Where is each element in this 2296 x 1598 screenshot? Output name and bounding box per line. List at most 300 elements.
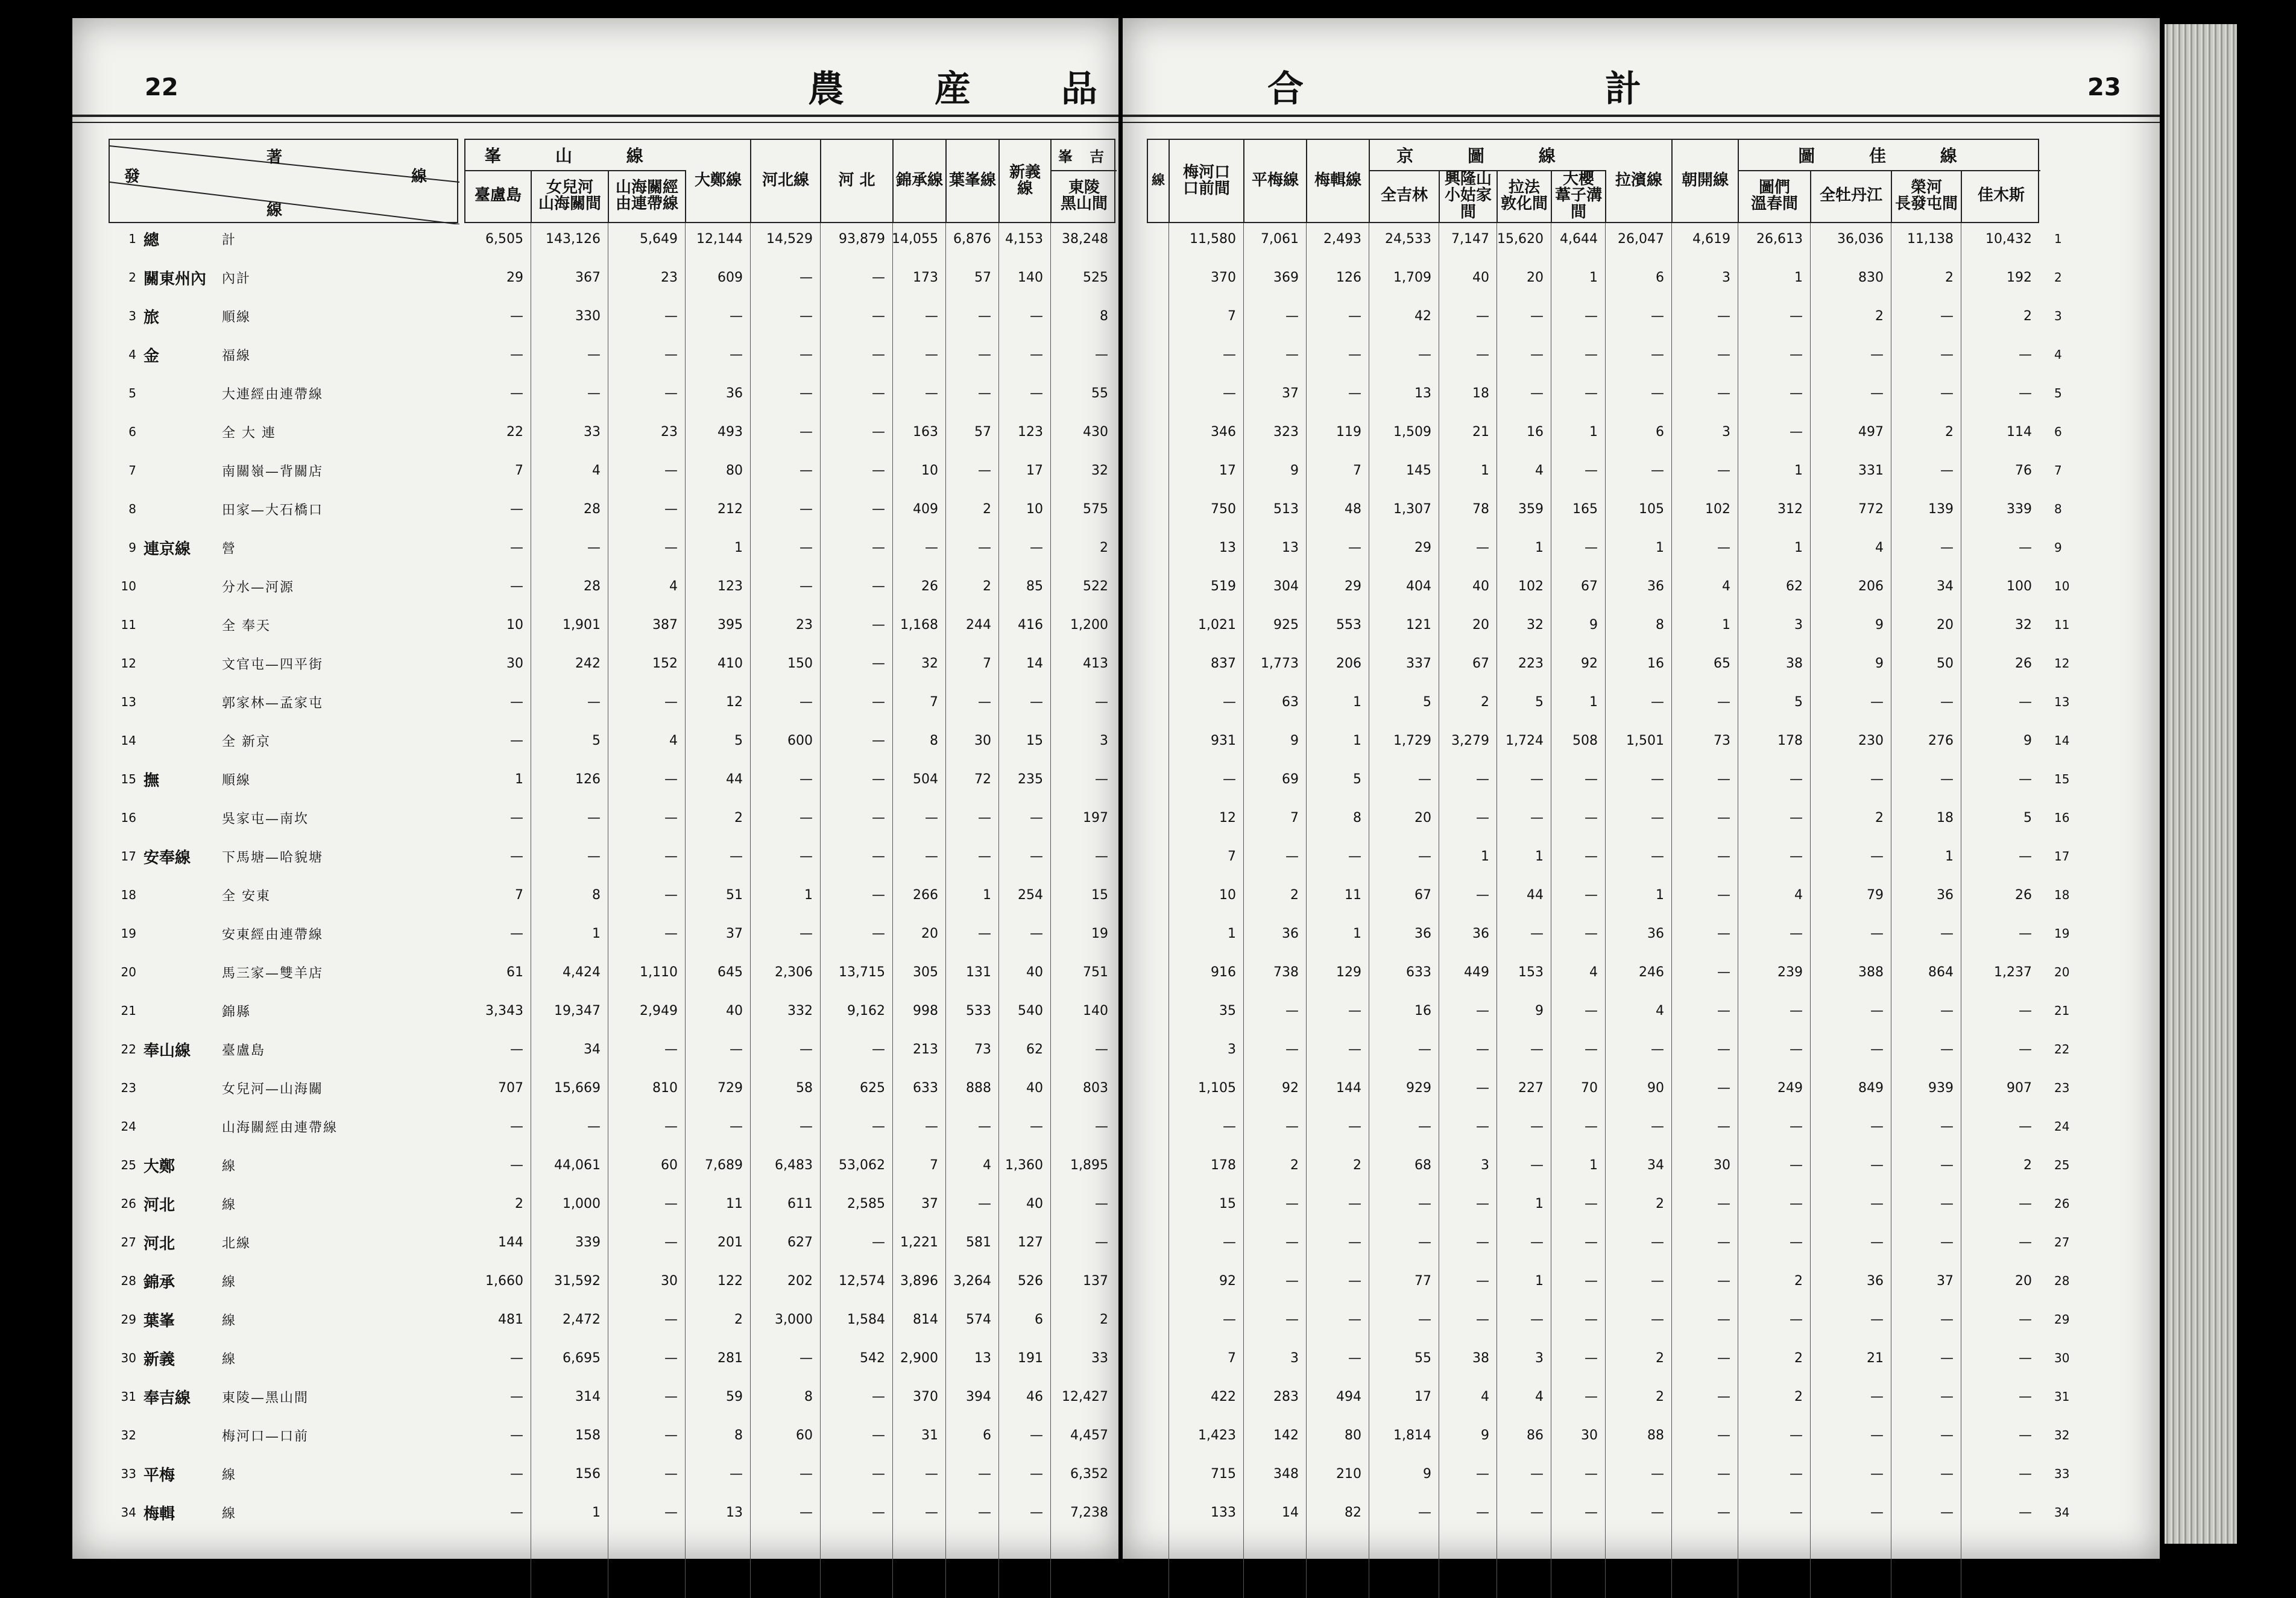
table-cell: 600 [787,733,813,748]
row-number: 14 [121,733,136,748]
row-label [109,499,458,519]
table-cell: 7 [1228,308,1236,324]
table-cell: 28 [584,501,601,517]
row-group: 河北 [144,1196,175,1214]
table-cell: — [2019,694,2032,710]
table-cell: — [872,655,885,671]
table-cell: 4 [983,1157,991,1173]
table-cell: 849 [1858,1080,1884,1096]
table-cell: 395 [718,617,743,633]
table-cell: — [872,1427,885,1443]
table-cell: — [1476,347,1489,362]
table-cell: 1 [1353,733,1361,748]
row-number: 13 [121,695,136,709]
table-cell: 17 [1026,463,1043,478]
table-cell: — [1348,1312,1361,1327]
table-cell: 1 [1353,926,1361,941]
table-cell: 416 [1018,617,1043,633]
table-cell: — [872,848,885,864]
table-cell: — [800,501,813,517]
table-cell: — [1030,848,1043,864]
row-group: 錦承 [144,1273,175,1292]
row-title: 臺盧島 [222,1043,266,1058]
table-cell: — [1530,771,1544,787]
right-row-number: 9 [2054,540,2062,555]
row-title: 計 [222,232,237,248]
table-cell: 65 [1714,655,1730,671]
table-cell: 40 [1026,964,1043,980]
table-cell: 249 [1777,1080,1803,1096]
table-cell: — [1870,347,1884,362]
table-cell: 4,457 [1070,1427,1108,1443]
table-cell: 14 [1282,1505,1299,1520]
table-cell: — [978,810,991,826]
table-cell: — [664,848,678,864]
table-cell: 9 [1589,617,1598,633]
table-cell: 36 [1414,926,1431,941]
table-cell: 1 [1535,1273,1544,1289]
table-cell: — [1651,1273,1664,1289]
table-cell: — [1285,1196,1299,1211]
table-cell: — [1030,385,1043,401]
table-cell: 144 [498,1234,523,1250]
table-cell: 121 [1406,617,1431,633]
table-cell: 2,900 [900,1350,938,1366]
table-cell: — [1870,385,1884,401]
table-cell: — [1030,540,1043,555]
table-cell: — [1870,1003,1884,1018]
row-title: 線 [222,1467,237,1483]
table-cell: 32 [2015,617,2032,633]
table-cell: 409 [913,501,938,517]
table-cell: — [872,385,885,401]
stub-bottom-label: 線 [266,201,283,219]
table-cell: — [978,1196,991,1211]
table-cell: — [1418,347,1431,362]
row-title: 線 [222,1274,237,1290]
table-cell: — [1095,1119,1108,1134]
table-cell: — [1717,347,1730,362]
table-cell: 939 [1928,1080,1954,1096]
table-cell: — [2019,347,2032,362]
right-row-number: 18 [2054,888,2070,902]
table-cell: 1 [1589,694,1598,710]
table-cell: — [800,424,813,440]
row-number: 26 [121,1196,136,1211]
table-cell: 19 [1091,926,1108,941]
title-char-5: 計 [1605,68,1641,110]
table-cell: 63 [1282,694,1299,710]
table-cell: — [1870,1389,1884,1404]
table-cell: 2 [1100,1312,1108,1327]
table-cell: 33 [1091,1350,1108,1366]
col-header-R3: 梅輯線 [1307,140,1370,222]
table-cell: 6,352 [1070,1466,1108,1482]
right-row-number: 3 [2054,309,2062,323]
table-cell: — [1790,1312,1803,1327]
table-cell: — [1476,1234,1489,1250]
table-cell: — [800,540,813,555]
row-title: 吳家屯—南坎 [222,811,309,827]
table-cell: 1 [1945,848,1954,864]
right-row-number: 31 [2054,1389,2070,1404]
table-cell: 574 [966,1312,991,1327]
table-cell: 533 [966,1003,991,1018]
row-title: 全 新京 [222,734,271,750]
table-cell: 67 [1581,578,1598,594]
table-cell: 20 [1527,270,1544,285]
table-cell: 4,153 [1005,231,1043,247]
table-cell: — [1223,1119,1236,1134]
table-cell: — [1476,1196,1489,1211]
table-cell: — [1870,1505,1884,1520]
col-header-L2: 女兒河 山海關間 [532,170,609,222]
table-cell: 715 [1211,1466,1236,1482]
table-cell: 73 [974,1041,991,1057]
table-cell: — [1476,1080,1489,1096]
table-cell: 7 [983,655,991,671]
table-cell: — [510,540,523,555]
table-cell: 13 [1219,540,1236,555]
table-cell: 31 [921,1427,938,1443]
row-label [109,1117,458,1136]
table-cell: 1,901 [563,617,601,633]
table-cell: — [872,617,885,633]
table-cell: 10,432 [1985,231,2032,247]
row-number: 7 [128,463,136,478]
right-row-number: 7 [2054,463,2062,478]
table-cell: 62 [1786,578,1803,594]
title-char-1: 農 [808,68,844,110]
table-cell: — [1030,1466,1043,1482]
row-number: 4 [128,347,136,362]
table-cell: — [1476,1119,1489,1134]
row-label [109,422,458,441]
table-cell: — [664,463,678,478]
table-cell: 55 [1091,385,1108,401]
table-cell: — [1476,540,1489,555]
row-number: 12 [121,656,136,671]
table-cell: 2 [1875,308,1884,324]
col-header-L1: 臺盧島 [465,170,532,222]
table-cell: 7 [515,463,523,478]
table-cell: — [1790,1003,1803,1018]
table-cell: — [1790,308,1803,324]
row-label [109,1001,458,1020]
table-cell: — [872,463,885,478]
table-cell: — [1940,1466,1954,1482]
table-cell: 1,584 [847,1312,885,1327]
table-cell: — [1717,1196,1730,1211]
table-cell: — [1585,1312,1598,1327]
table-cell: — [1717,1273,1730,1289]
table-cell: — [1285,848,1299,864]
table-cell: — [1285,308,1299,324]
table-cell: 750 [1211,501,1236,517]
table-cell: — [2019,1466,2032,1482]
table-cell: — [1418,1196,1431,1211]
table-cell: 370 [913,1389,938,1404]
table-cell: — [1030,1505,1043,1520]
table-cell: — [1585,1350,1598,1366]
table-cell: 36 [1937,887,1954,903]
table-cell: — [1870,694,1884,710]
table-cell: — [978,463,991,478]
row-number: 17 [121,849,136,864]
table-cell: — [2019,1350,2032,1366]
table-cell: — [1530,347,1544,362]
table-cell: — [1476,887,1489,903]
right-row-number: 12 [2054,656,2070,671]
table-cell: 57 [974,424,991,440]
table-cell: 73 [1714,733,1730,748]
table-cell: 6,876 [953,231,991,247]
row-title: 郭家林—孟家屯 [222,695,324,711]
table-cell: 26 [2015,655,2032,671]
table-cell: — [664,1119,678,1134]
row-number: 33 [121,1467,136,1481]
table-cell: 1 [592,1505,601,1520]
col-header-R5: 興隆山 小姑家間 [1440,170,1498,222]
row-label [109,654,458,673]
table-cell: — [1717,540,1730,555]
table-cell: — [978,1119,991,1134]
table-cell: 67 [1472,655,1489,671]
table-cell: 37 [1937,1273,1954,1289]
table-cell: 10 [1219,887,1236,903]
table-cell: 34 [1937,578,1954,594]
table-cell: — [1030,694,1043,710]
table-cell: — [1870,1427,1884,1443]
table-cell: 4 [592,463,601,478]
table-cell: — [1530,1505,1544,1520]
table-cell: 69 [1282,771,1299,787]
table-cell: 525 [1083,270,1108,285]
table-cell: — [587,848,601,864]
table-cell: — [1717,1312,1730,1327]
table-cell: — [1530,1312,1544,1327]
table-cell: 7,061 [1261,231,1299,247]
table-cell: — [1285,1003,1299,1018]
table-cell: 7 [1290,810,1299,826]
table-cell: — [1418,1312,1431,1327]
right-row-number: 30 [2054,1351,2070,1365]
table-cell: 38 [1786,655,1803,671]
table-cell: 58 [796,1080,813,1096]
table-cell: — [1585,810,1598,826]
table-cell: 931 [1211,733,1236,748]
table-cell: 2 [1656,1389,1664,1404]
table-cell: 1,360 [1005,1157,1043,1173]
table-cell: 24,533 [1385,231,1431,247]
table-cell: 1,168 [900,617,938,633]
table-cell: 12 [726,694,743,710]
row-label [109,1194,458,1213]
table-cell: — [800,1505,813,1520]
table-cell: 1,773 [1261,655,1299,671]
table-cell: 10 [1026,501,1043,517]
col-header-L3: 山海關經 由連帶線 [609,170,686,222]
row-label [109,1310,458,1329]
table-cell: 32 [921,655,938,671]
table-cell: 9 [1535,1003,1544,1018]
table-cell: 59 [726,1389,743,1404]
table-cell: — [2019,1003,2032,1018]
table-cell: — [1940,540,1954,555]
row-title: 大連經由連帶線 [222,387,324,402]
group-header-jingtu: 京 圖 線 [1370,140,1606,171]
table-cell: — [872,1234,885,1250]
right-row-number: 33 [2054,1467,2070,1481]
table-cell: — [1285,1312,1299,1327]
right-row-number: 20 [2054,965,2070,979]
table-cell: — [1940,1119,1954,1134]
table-cell: 3,279 [1451,733,1489,748]
table-cell: 11 [1345,887,1361,903]
col-header-R0: 線 [1148,140,1170,222]
table-cell: — [872,1389,885,1404]
table-cell: 20 [1414,810,1431,826]
table-cell: — [872,1505,885,1520]
row-group: 連京線 [144,540,191,558]
group-header-fengji: 峯 吉 [1052,140,1117,171]
left-page [72,18,1121,1559]
table-cell: — [1717,1234,1730,1250]
table-cell: — [1717,926,1730,941]
right-row-number: 22 [2054,1042,2070,1056]
table-cell: 40 [1026,1196,1043,1211]
table-cell: 90 [1647,1080,1664,1096]
stub-header [109,139,458,223]
table-cell: — [510,1389,523,1404]
table-cell: — [664,1466,678,1482]
table-cell: 542 [860,1350,885,1366]
table-cell: — [1790,1505,1803,1520]
table-cell: — [925,810,938,826]
table-cell: 553 [1336,617,1361,633]
row-title: 順線 [222,309,251,325]
table-cell: — [1348,1196,1361,1211]
table-cell: 4 [1535,463,1544,478]
table-cell: 1 [1794,540,1803,555]
title-char-4: 合 [1267,68,1304,110]
row-number: 28 [121,1274,136,1288]
right-row-number: 14 [2054,733,2070,748]
table-cell: — [2019,1389,2032,1404]
table-cell: — [664,1041,678,1057]
table-cell: 8 [804,1389,813,1404]
table-cell: — [1585,771,1598,787]
row-label [109,847,458,866]
table-cell: 339 [575,1234,601,1250]
table-cell: — [978,1505,991,1520]
table-cell: 1 [804,887,813,903]
table-cell: — [1585,1196,1598,1211]
table-cell: 2 [1945,424,1954,440]
table-cell: — [587,540,601,555]
row-label [109,1503,458,1522]
table-cell: — [1870,1157,1884,1173]
table-cell: 235 [1018,771,1043,787]
row-title: 線 [222,1351,237,1367]
table-cell: 929 [1406,1080,1431,1096]
table-cell: 133 [1211,1505,1236,1520]
table-cell: 67 [1414,887,1431,903]
table-cell: — [872,733,885,748]
table-cell: — [2019,1234,2032,1250]
table-cell: 144 [1336,1080,1361,1096]
table-cell: 32 [1091,463,1108,478]
row-number: 3 [128,309,136,323]
stub-right-label: 線 [411,168,427,186]
table-cell: — [1285,1234,1299,1250]
table-cell: 2 [1794,1389,1803,1404]
table-cell: — [2019,1505,2032,1520]
table-cell: — [1940,385,1954,401]
table-cell: 60 [796,1427,813,1443]
table-cell: 210 [1336,1466,1361,1482]
row-group: 撫 [144,771,160,790]
table-cell: — [1870,771,1884,787]
table-cell: 707 [498,1080,523,1096]
table-cell: 20 [921,926,938,941]
table-cell: 11,580 [1190,231,1236,247]
table-cell: — [1790,1196,1803,1211]
table-cell: — [872,540,885,555]
table-cell: 61 [506,964,523,980]
table-cell: — [664,347,678,362]
table-cell: 864 [1928,964,1954,980]
table-cell: — [1476,308,1489,324]
table-cell: — [872,926,885,941]
table-cell: 123 [718,578,743,594]
table-cell: 738 [1273,964,1299,980]
table-cell: 102 [1705,501,1730,517]
table-cell: — [1348,1003,1361,1018]
table-cell: 370 [1211,270,1236,285]
table-cell: — [800,270,813,285]
table-cell: 26,613 [1756,231,1803,247]
table-cell: — [1030,1427,1043,1443]
table-cell: 9 [2023,733,2032,748]
row-number: 19 [121,926,136,941]
table-cell: 5 [592,733,601,748]
row-number: 31 [121,1389,136,1404]
table-cell: 105 [1639,501,1664,517]
table-cell: 14 [1026,655,1043,671]
col-header-R13: 佳木斯 [1977,186,2025,205]
table-cell: 158 [575,1427,601,1443]
table-cell: 304 [1273,578,1299,594]
row-number: 2 [128,270,136,285]
table-cell: — [1476,1041,1489,1057]
table-cell: — [1790,771,1803,787]
table-cell: — [1717,1041,1730,1057]
table-cell: — [1790,926,1803,941]
right-page-number: 23 [2087,74,2121,101]
table-cell: — [1790,347,1803,362]
row-group: 大鄭 [144,1157,175,1176]
row-group: 平梅 [144,1466,175,1485]
table-cell: 330 [575,308,601,324]
table-cell: — [1348,1350,1361,1366]
table-cell: 1 [983,887,991,903]
table-cell: 206 [1858,578,1884,594]
table-cell: 38,248 [1062,231,1108,247]
row-label [109,615,458,634]
row-label [109,1271,458,1290]
table-cell: 422 [1211,1389,1236,1404]
